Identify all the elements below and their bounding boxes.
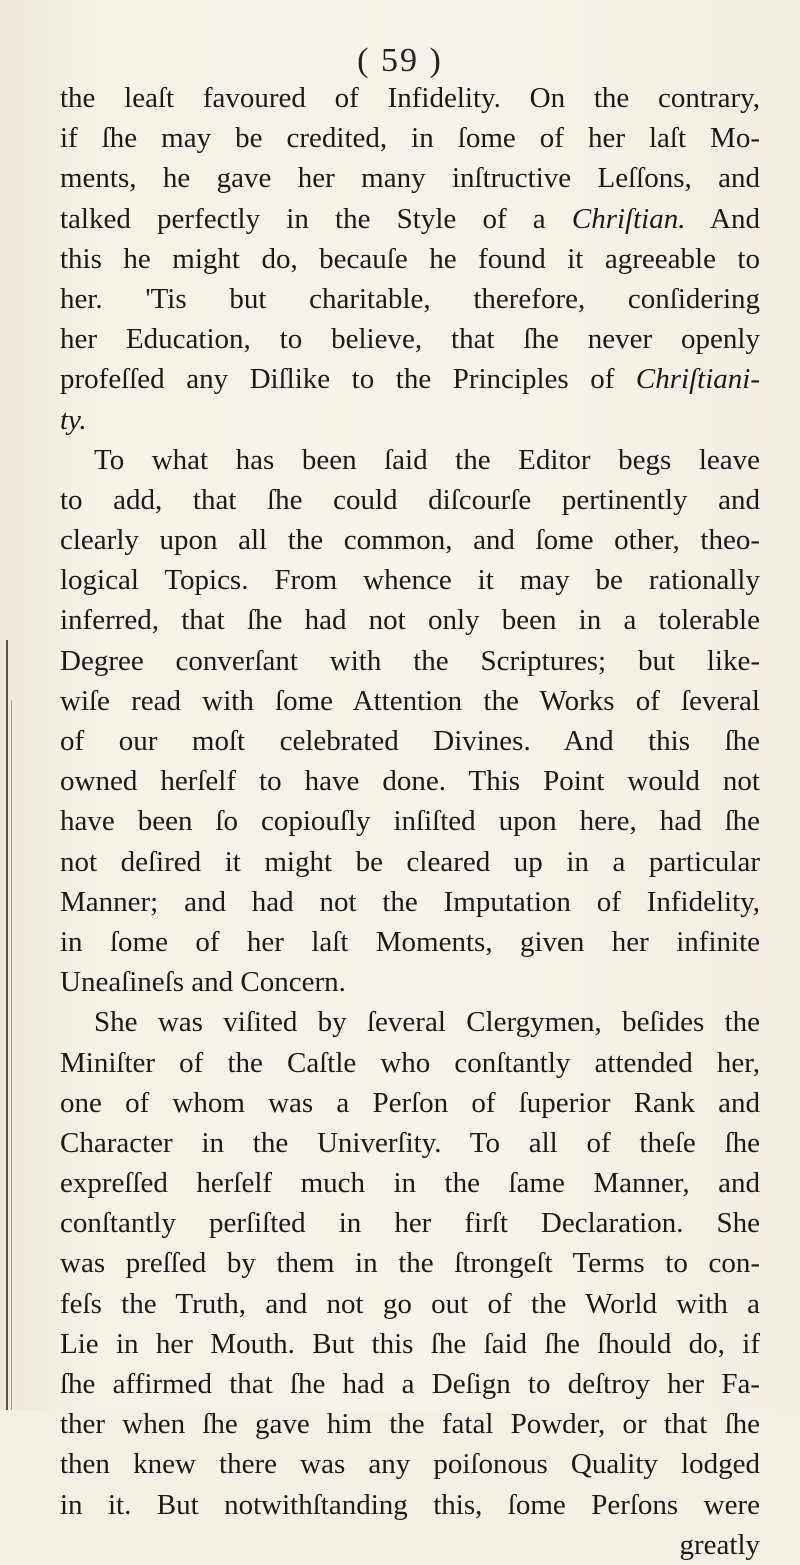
text-line: not deſired it might be cleared up in a particular bbox=[60, 845, 760, 878]
text-line: Miniſter of the Caſtle who conſtantly attended her, bbox=[60, 1046, 760, 1079]
paragraph bbox=[60, 1002, 760, 1524]
text-line: of our moſt celebrated Divines. And this ſhe bbox=[60, 725, 760, 757]
text-line: To what has been ſaid the Editor begs leave bbox=[94, 443, 760, 476]
paragraph bbox=[60, 440, 760, 1003]
page-number: ( 59 ) bbox=[357, 42, 443, 79]
text-line: She was viſited by ſeveral Clergymen, beſides the bbox=[94, 1006, 760, 1039]
catchword: greatly bbox=[679, 1528, 760, 1561]
text-line: Lie in her Mouth. But this ſhe ſaid ſhe ſhould do, if bbox=[60, 1327, 760, 1360]
text-line: in it. But notwithſtanding this, ſome Perſons were bbox=[60, 1488, 760, 1521]
text-line: talked perfectly in the Style of a Chriſtian. And bbox=[60, 202, 761, 235]
binding-edge bbox=[6, 640, 8, 1410]
text-line: her Education, to believe, that ſhe never openly bbox=[60, 323, 760, 356]
text-line: Uneaſineſs and Concern. bbox=[60, 966, 346, 999]
text-line: ſhe affirmed that ſhe had a Deſign to deſtroy her Fa- bbox=[60, 1368, 760, 1400]
text-line: if ſhe may be credited, in ſome of her laſt Mo- bbox=[60, 122, 760, 155]
text-line: logical Topics. From whence it may be rationally bbox=[60, 564, 760, 597]
text-line: this he might do, becauſe he found it agreeable to bbox=[60, 242, 760, 275]
text-line: ther when ſhe gave him the fatal Powder, or that ſhe bbox=[60, 1408, 760, 1441]
paragraph bbox=[60, 78, 760, 440]
italic-word: Chriſtian. bbox=[571, 202, 686, 235]
text-line: then knew there was any poiſonous Quality lodged bbox=[60, 1448, 760, 1481]
text-line bbox=[60, 400, 760, 440]
text-line: Character in the Univerſity. To all of theſe ſhe bbox=[60, 1126, 760, 1159]
text-line: in ſome of her laſt Moments, given her infinite bbox=[60, 925, 760, 958]
text-line: feſs the Truth, and not go out of the World with a bbox=[60, 1287, 760, 1320]
text-line: owned herſelf to have done. This Point would not bbox=[60, 765, 760, 798]
text-line: the leaſt favoured of Infidelity. On the contrary, bbox=[60, 82, 760, 114]
text-line: wiſe read with ſome Attention the Works of ſeveral bbox=[60, 684, 760, 717]
text-line: Degree converſant with the Scriptures; but like- bbox=[60, 644, 760, 677]
italic-word: Chriſtiani- bbox=[635, 363, 760, 396]
text-line: was preſſed by them in the ſtrongeſt Terms to con- bbox=[60, 1247, 760, 1280]
text-line: ments, he gave her many inſtructive Leſſons, and bbox=[60, 162, 760, 195]
binding-edge-shadow bbox=[11, 700, 12, 1410]
text-line: have been ſo copiouſly inſiſted upon here, had ſhe bbox=[60, 805, 760, 838]
text-line: one of whom was a Perſon of ſuperior Rank and bbox=[60, 1086, 760, 1119]
text-line: her. 'Tis but charitable, therefore, conſidering bbox=[60, 282, 760, 315]
text-line: expreſſed herſelf much in the ſame Manner, and bbox=[60, 1167, 760, 1200]
text-line: clearly upon all the common, and ſome other, theo- bbox=[60, 524, 760, 557]
text-line: to add, that ſhe could diſcourſe pertinently and bbox=[60, 483, 760, 516]
text-line: profeſſed any Diſlike to the Principles of Chriſtiani- bbox=[60, 363, 760, 396]
text-line: conſtantly perſiſted in her firſt Declaration. She bbox=[60, 1207, 760, 1240]
italic-word: ty. bbox=[60, 403, 87, 436]
body-text bbox=[60, 78, 760, 1565]
text-line: inferred, that ſhe had not only been in a tolerable bbox=[60, 604, 760, 637]
text-line: Manner; and had not the Imputation of Infidelity, bbox=[60, 885, 760, 918]
